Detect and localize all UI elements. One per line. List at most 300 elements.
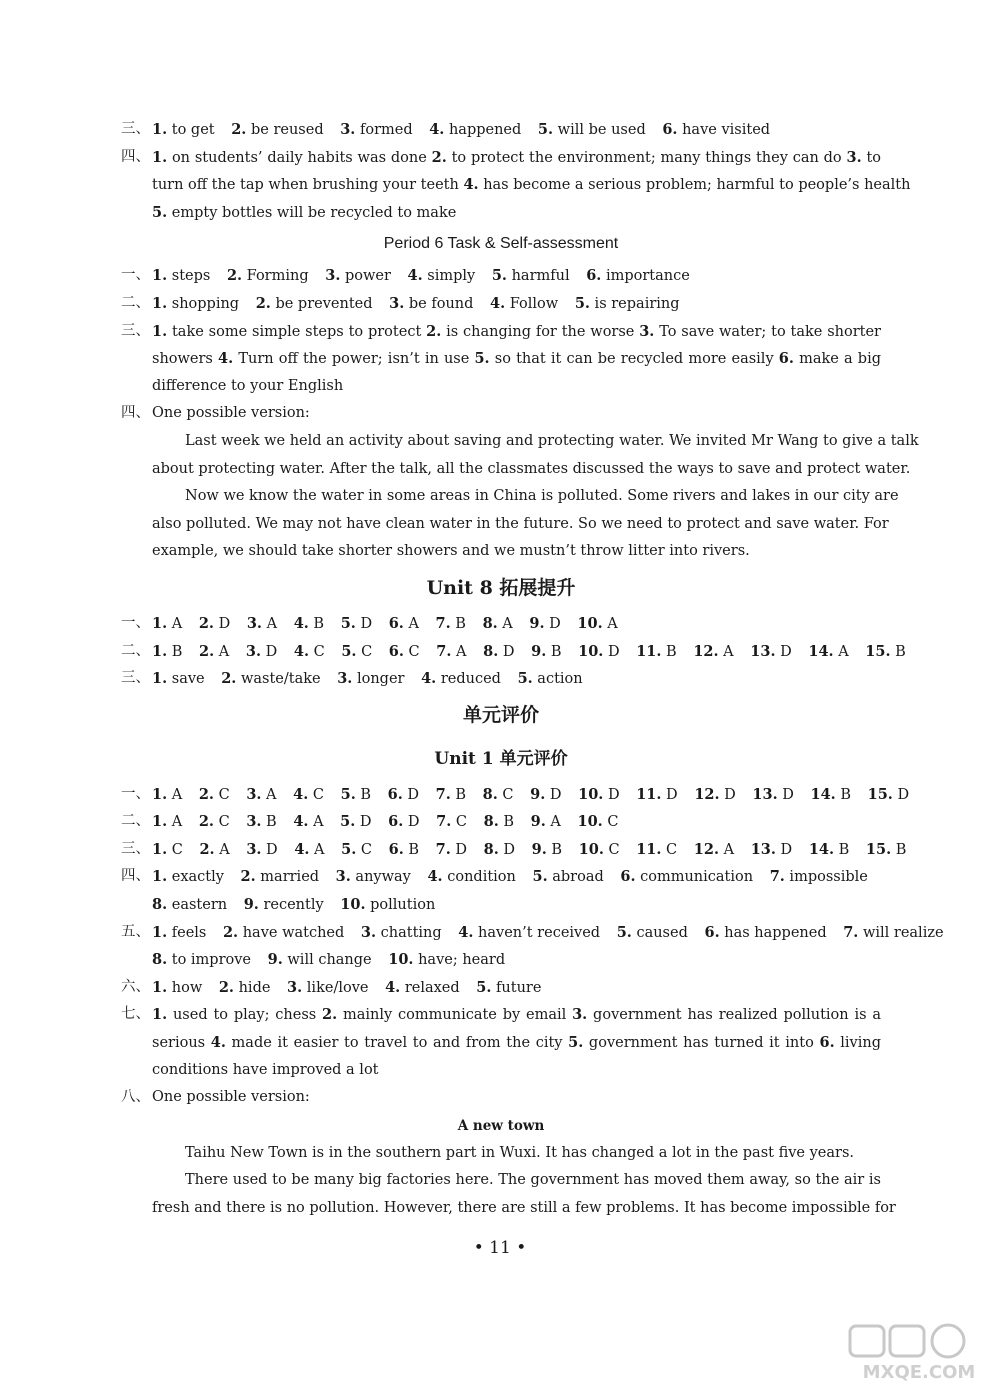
essay-text: also polluted. We may not have clean water in the future. So we need to protect and save water. For [152,515,889,532]
unit-heading: Unit 1 单元评价 [434,748,568,769]
item-answer: will realize [858,924,944,941]
item-number: 4. [293,813,309,831]
section-label: 三、 [121,840,150,857]
item-answer: D [498,841,516,858]
answer-line-wu-1 [121,919,944,947]
answer-line-san-2 [121,345,881,373]
item-number: 10. [578,840,604,858]
answer-text: 1. on students’ daily habits was done 2. to protect the environment; many things they can do 3. to [152,148,881,166]
item-answer: hide [233,979,271,996]
item-number: 7. [435,614,451,632]
item-answer: D [892,786,910,803]
answer-items [152,616,618,632]
item-answer: D [777,786,794,803]
answer-text: 5. empty bottles will be recycled to make [152,203,457,221]
essay-line [121,456,911,484]
item-number: 5. [491,267,507,285]
item-answer: condition [442,869,516,886]
answer-line-si-3 [121,199,881,227]
item-number: 1. [152,813,168,831]
answer-items [152,787,909,803]
item-number: 5. [341,840,357,858]
item-number: 15. [865,840,892,858]
item-answer: pollution [365,897,436,914]
item-number: 12. [693,642,719,660]
item-answer: B [167,643,183,660]
answer-page [121,116,944,1223]
item-number: 5. [474,350,490,368]
item-answer: Follow [505,295,559,312]
item-answer: communication [635,869,754,886]
answer-text: difference to your English [152,377,344,394]
answer-line-qi-1 [121,1001,881,1029]
item-number: 5. [476,978,492,996]
item-answer: abroad [547,869,604,886]
item-answer: B [661,643,677,660]
section-label: 四、 [121,405,150,422]
item-number: 1. [152,642,168,660]
item-answer: simply [422,268,476,285]
item-answer: D [403,814,420,831]
item-answer: D [603,643,620,660]
unit-heading: Unit 8 拓展提升 [426,576,576,599]
item-number: 3. [360,923,377,941]
item-answer: like/love [302,979,369,996]
section-label: 四、 [121,868,150,885]
item-number: 6. [662,121,678,138]
item-answer: how [167,979,203,996]
item-answer: power [340,268,391,285]
item-answer: A [167,814,183,831]
item-number: 2. [199,642,215,660]
answer-text: conditions have improved a lot [152,1061,379,1078]
answer-items [152,268,690,284]
item-answer: A [451,643,467,660]
item-answer: C [213,814,230,831]
item-answer: A [308,814,324,831]
section-label: 三、 [121,670,150,687]
item-number: 3. [246,785,262,803]
item-answer: have visited [677,122,771,138]
section-label: 三、 [121,121,150,137]
item-number: 10. [388,951,414,969]
item-answer: B [355,786,372,803]
item-answer: eastern [167,897,228,914]
item-number: 8. [483,642,499,660]
item-number: 1. [152,785,168,803]
essay-title: A new town [457,1117,545,1134]
answer-items [152,296,680,312]
item-number: 10. [578,642,604,660]
item-number: 3. [389,294,405,312]
item-number: 12. [694,785,720,803]
item-answer: feels [167,924,207,941]
item-number: 3. [337,670,353,688]
answer-items [152,925,944,941]
item-number: 1. [152,1006,168,1024]
section-label: 一、 [121,785,150,802]
item-number: 9. [267,951,283,969]
section-label: 八、 [121,1089,150,1106]
section-label: 二、 [121,642,150,659]
essay-line [121,483,899,511]
item-number: 3. [572,1006,588,1024]
answer-text: 1. take some simple steps to protect 2. is changing for the worse 3. To save water; to take shorter [152,322,881,340]
item-answer: D [775,643,792,660]
item-number: 4. [407,267,423,285]
item-number: 5. [574,294,590,312]
answer-text: serious 4. made it easier to travel to and from the city 5. government has turned it into 6. living [152,1034,882,1052]
item-number: 8. [152,951,168,969]
item-answer: steps [167,268,211,285]
item-number: 2. [198,813,214,831]
item-answer: C [356,841,373,858]
answer-line-san [121,836,907,864]
item-number: 4. [429,121,445,138]
answer-line-er [121,808,881,836]
item-answer: A [309,841,325,858]
item-number: 7. [769,868,785,886]
item-answer: D [544,615,561,632]
item-answer: B [546,841,563,858]
item-answer: exactly [167,869,224,886]
item-number: 2. [218,978,234,996]
item-answer: B [261,814,277,831]
item-number: 9. [531,642,547,660]
item-answer: impossible [784,869,868,886]
item-answer: B [891,841,907,858]
answer-line-san [121,665,881,693]
watermark-logo [844,1320,994,1386]
item-number: 3. [245,642,261,660]
answer-line-yi [121,781,910,809]
item-answer: D [355,615,373,632]
item-number: 6. [388,614,404,632]
item-number: 6. [819,1034,835,1052]
item-number: 13. [750,840,776,858]
item-number: 1. [152,294,168,312]
answer-text: 1. used to play; chess 2. mainly communicate by email 3. government has realized pollution is a [152,1006,881,1024]
item-answer: A [497,615,513,632]
item-answer: is repairing [589,295,680,312]
item-answer: C [602,814,619,831]
item-number: 1. [152,267,168,285]
answer-items [152,869,868,885]
answer-line-er [121,290,881,318]
item-answer: D [661,786,678,803]
item-answer: relaxed [400,979,460,996]
answer-line-san-top [121,116,881,144]
item-answer: Forming [242,268,309,285]
section-label: 三、 [121,322,150,339]
page-number: • 11 • [473,1238,527,1258]
item-answer: be prevented [270,295,373,312]
item-answer: D [545,786,562,803]
item-answer: B [834,841,850,858]
item-number: 1. [152,121,168,138]
essay-text: There used to be many big factories here. The government has moved them away, so the air is [185,1172,881,1189]
item-number: 2. [431,148,447,166]
item-number: 2. [198,614,214,632]
item-number: 8. [483,840,499,858]
item-number: 5. [152,203,168,221]
answer-text: One possible version: [152,1089,310,1106]
item-answer: reduced [436,671,501,688]
item-answer: D [261,643,278,660]
item-answer: caused [631,924,688,941]
item-number: 8. [483,813,499,831]
item-answer: D [261,841,278,858]
item-answer: A [602,615,618,632]
item-number: 2. [322,1006,338,1024]
item-number: 8. [482,614,498,632]
item-number: 6. [620,868,636,886]
item-number: 8. [482,785,498,803]
item-answer: D [719,786,736,803]
item-number: 3. [246,840,262,858]
item-answer: A [261,786,277,803]
item-answer: A [719,841,735,858]
item-number: 2. [231,121,247,138]
item-number: 4. [421,670,437,688]
item-answer: waste/take [236,671,321,688]
item-answer: shopping [167,295,240,312]
item-number: 5. [341,642,357,660]
item-number: 12. [693,840,720,858]
item-number: 2. [198,785,214,803]
item-number: 2. [222,923,239,941]
item-number: 1. [152,978,168,996]
answer-line-er [121,638,906,666]
answer-items [152,644,906,660]
item-answer: D [355,814,372,831]
item-number: 6. [388,642,404,660]
answer-items [152,952,505,968]
item-answer: recently [258,897,324,914]
item-number: 10. [578,785,604,803]
item-answer: C [451,814,468,831]
item-number: 7. [436,642,452,660]
answer-items [152,814,618,830]
item-answer: C [356,643,373,660]
item-answer: happened [444,122,522,138]
item-number: 6. [586,267,602,285]
item-number: 1. [152,148,168,166]
essay-text: fresh and there is no pollution. However, there are still a few problems. It has become impossible for [152,1200,896,1216]
item-number: 2. [221,670,237,688]
item-number: 2. [226,267,243,285]
item-number: 5. [537,121,554,138]
answer-items [152,897,435,913]
essay-text: Taihu New Town is in the southern part in Wuxi. It has changed a lot in the past five years. [185,1144,855,1161]
item-answer: will change [282,952,372,969]
item-answer: B [450,615,466,632]
item-number: 4. [427,868,443,886]
item-answer: be reused [246,122,324,138]
item-number: 2. [426,322,442,340]
item-number: 1. [152,614,168,632]
essay-text: Now we know the water in some areas in China is polluted. Some rivers and lakes in our city are [185,488,899,505]
item-number: 10. [577,813,603,831]
item-number: 3. [325,267,341,285]
item-number: 9. [243,896,259,914]
item-answer: B [835,786,851,803]
section-label: 二、 [121,813,150,830]
item-number: 15. [865,642,891,660]
item-answer: D [775,841,793,858]
item-answer: D [498,643,515,660]
item-answer: D [402,786,420,803]
section-label: 七、 [121,1006,150,1023]
item-number: 5. [616,923,632,941]
item-answer: C [603,841,620,858]
item-number: 6. [778,350,794,368]
item-number: 1. [152,923,168,941]
item-answer: A [167,786,183,803]
item-answer: A [833,643,849,660]
item-answer: to get [167,122,215,138]
item-answer: A [214,841,230,858]
answer-line-si-1 [121,863,881,891]
item-number: 2. [199,840,215,858]
item-answer: C [497,786,514,803]
item-number: 5. [532,868,548,886]
answer-line-liu [121,974,881,1002]
item-number: 3. [287,978,303,996]
item-answer: A [261,615,278,632]
answer-text: turn off the tap when brushing your teeth 4. has become a serious problem; harmful to people’s health [152,176,911,194]
section-label: 四、 [121,148,150,165]
item-number: 14. [810,785,836,803]
item-answer: anyway [350,869,411,886]
item-answer: C [308,786,325,803]
item-answer: formed [355,122,413,138]
item-number: 9. [530,785,546,803]
item-number: 4. [458,923,474,941]
essay-line [121,1195,896,1223]
item-answer: B [498,814,515,831]
item-answer: will be used [553,122,646,138]
item-answer: B [450,786,467,803]
item-number: 1. [152,670,168,688]
item-number: 15. [867,785,893,803]
item-number: 14. [808,642,834,660]
item-number: 4. [293,614,309,632]
essay-line [121,428,919,456]
item-number: 11. [636,642,662,660]
section-label: 一、 [121,614,150,631]
item-answer: B [546,643,562,660]
answer-line-wu-2 [121,946,881,974]
item-answer: D [450,841,468,858]
item-number: 6. [388,840,404,858]
answer-items [152,122,770,138]
essay-text: example, we should take shorter showers and we mustn’t throw litter into rivers. [152,543,750,560]
item-answer: have watched [238,924,345,941]
item-answer: have; heard [413,952,506,969]
item-answer: chatting [376,924,442,941]
item-number: 3. [846,148,862,166]
item-answer: longer [352,671,405,688]
item-number: 7. [843,923,859,941]
section-label: 二、 [121,294,150,311]
essay-line [121,511,889,539]
section-label: 六、 [121,978,150,995]
item-number: 3. [335,868,351,886]
item-answer: C [403,643,420,660]
item-number: 6. [388,813,404,831]
item-answer: C [213,786,230,803]
item-answer: D [213,615,231,632]
item-answer: save [167,671,205,688]
item-number: 4. [210,1034,226,1052]
item-answer: has happened [719,924,827,941]
item-number: 14. [808,840,835,858]
item-number: 5. [517,670,533,688]
answer-line-san-1 [121,318,881,346]
essay-line [121,1167,881,1195]
item-answer: haven’t received [473,924,601,941]
answer-line-si-1 [121,144,881,172]
section-label: 五、 [121,923,150,940]
answer-line-yi [121,262,881,290]
answer-items [152,842,906,858]
answer-items [152,980,541,996]
item-answer: be found [404,295,474,312]
item-number: 6. [704,923,720,941]
item-number: 11. [636,785,662,803]
item-number: 11. [636,840,662,858]
item-number: 1. [152,868,168,886]
answer-line-san-3 [121,373,881,401]
answer-line-si [121,400,881,428]
item-answer: C [309,643,325,660]
item-number: 7. [436,813,452,831]
item-number: 10. [577,614,603,632]
answer-line-si-2 [121,171,911,199]
item-answer: harmful [506,268,570,285]
item-number: 9. [530,813,546,831]
item-number: 5. [340,614,356,632]
item-number: 2. [240,868,256,886]
item-number: 13. [752,785,778,803]
section-label: 一、 [121,267,150,284]
item-number: 5. [340,785,356,803]
item-number: 9. [529,614,545,632]
answer-items [152,671,583,687]
answer-line-qi-3 [121,1057,881,1085]
item-number: 4. [385,978,401,996]
answer-line-yi [121,610,881,638]
period-heading: Period 6 Task & Self-assessment [383,235,619,253]
item-number: 6. [387,785,403,803]
essay-text: about protecting water. After the talk, all the classmates discussed the ways to save and protect water. [152,460,911,477]
section-heading: 单元评价 [462,703,539,726]
item-number: 4. [293,785,309,803]
item-number: 5. [568,1034,584,1052]
item-number: 4. [218,350,234,368]
item-number: 4. [463,176,479,194]
item-answer: B [890,643,906,660]
essay-line [121,538,881,566]
item-answer: future [491,979,542,996]
answer-line-ba [121,1084,881,1112]
item-number: 3. [246,813,262,831]
answer-text: One possible version: [152,405,310,422]
item-number: 3. [340,121,356,138]
item-number: 3. [246,614,262,632]
item-number: 3. [639,322,655,340]
